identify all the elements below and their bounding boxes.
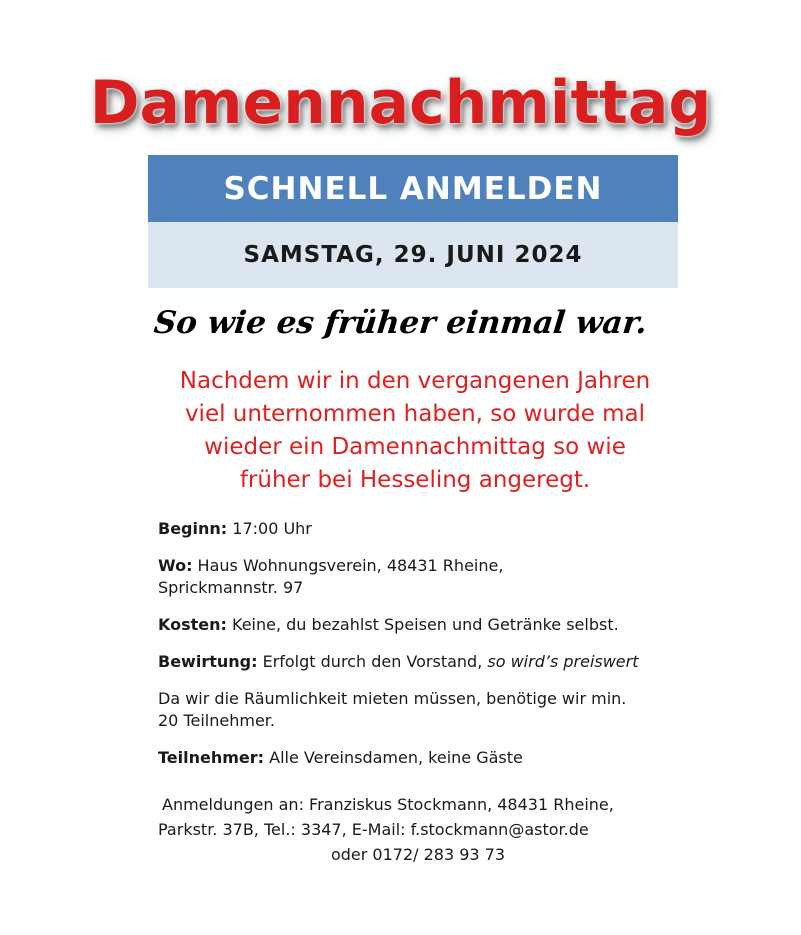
detail-wo (158, 555, 718, 599)
intro-line: früher bei Hesseling angeregt. (239, 467, 591, 493)
signup-banner: SCHNELL ANMELDEN (148, 155, 678, 222)
detail-teilnehmer (158, 747, 718, 769)
detail-kosten (158, 614, 718, 636)
detail-value: 17:00 Uhr (227, 519, 312, 538)
detail-value: Sprickmannstr. 97 (158, 578, 304, 597)
contact-phone: oder 0172/ 283 93 73 (330, 845, 506, 864)
detail-label: Wo: (158, 556, 193, 575)
slogan: So wie es früher einmal war. (152, 305, 649, 341)
detail-value: Da wir die Räumlichkeit mieten müssen, benötige wir min. (158, 689, 627, 708)
contact-line: Anmeldungen an: Franziskus Stockmann, 48431 Rheine, (162, 795, 614, 814)
intro-line: wieder ein Damennachmittag so wie (204, 434, 626, 460)
detail-label: Teilnehmer: (158, 748, 265, 767)
intro-text (150, 365, 680, 497)
detail-value: Alle Vereinsdamen, keine Gäste (264, 748, 523, 767)
detail-value: Keine, du bezahlst Speisen und Getränke selbst. (226, 615, 619, 634)
event-date-banner: SAMSTAG, 29. JUNI 2024 (148, 222, 678, 288)
page-title: Damennachmittag (89, 68, 712, 138)
detail-label: Bewirtung: (158, 652, 258, 671)
detail-label: Kosten: (158, 615, 227, 634)
intro-line: viel unternommen haben, so wurde mal (184, 401, 646, 427)
event-details (158, 518, 718, 784)
detail-value: Haus Wohnungsverein, 48431 Rheine, (192, 556, 504, 575)
detail-note: so wird’s preiswert (487, 652, 639, 671)
intro-line: Nachdem wir in den vergangenen Jahren (179, 368, 651, 394)
contact-line: Parkstr. 37B, Tel.: 3347, E-Mail: f.stockmann@astor.de (158, 820, 589, 839)
contact-info (158, 792, 678, 867)
detail-bewirtung (158, 651, 718, 673)
detail-value: 20 Teilnehmer. (158, 711, 275, 730)
detail-label: Beginn: (158, 519, 228, 538)
detail-beginn (158, 518, 718, 540)
detail-hinweis (158, 688, 718, 732)
detail-value: Erfolgt durch den Vorstand, (257, 652, 488, 671)
